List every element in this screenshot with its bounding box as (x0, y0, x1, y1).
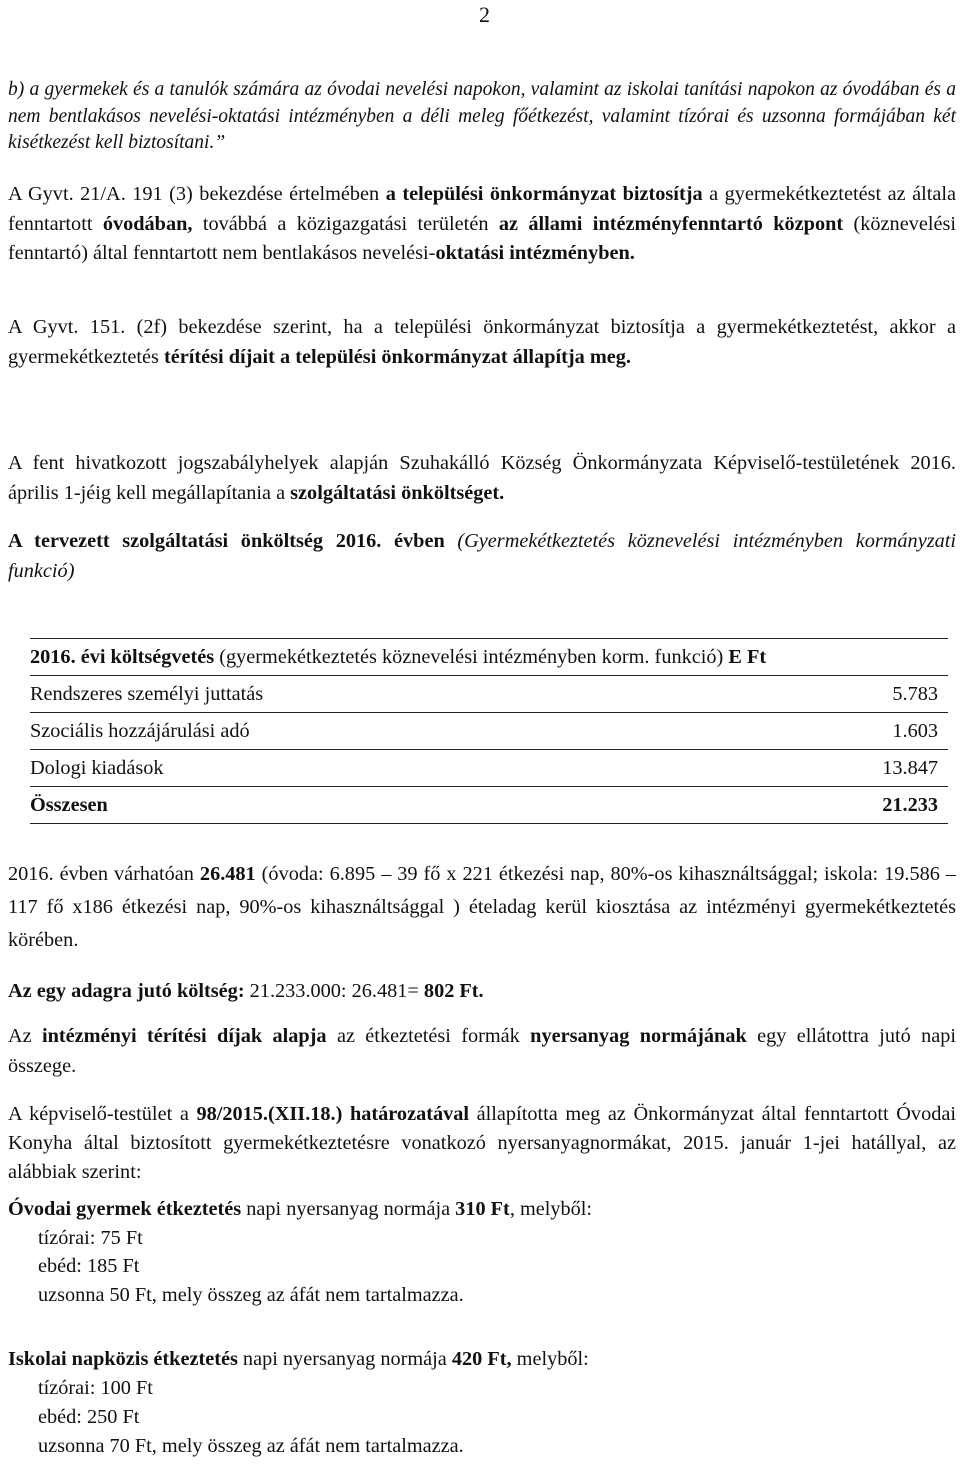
paragraph-deadline: A fent hivatkozott jogszabályhelyek alapján Szuhakálló Község Önkormányzata Képviselő-testületének 2016. április 1-jéig kell megállapítania a szolgáltatási önköltséget. (8, 452, 956, 504)
school-norm-block (8, 1345, 956, 1461)
paragraph-gyvt-151: A Gyvt. 151. (2f) bekezdése szerint, ha a települési önkormányzat biztosítja a gyermekétkeztetést, akkor a gyermekétkeztetés térítési díjait a települési önkormányzat állapítja meg. (8, 316, 956, 368)
section-heading: A tervezett szolgáltatási önköltség 2016. évben (Gyermekétkeztetés köznevelési intézményben kormányzati funkció) (8, 530, 956, 582)
row-value: 5.783 (798, 676, 948, 713)
page-number: 2 (479, 2, 490, 27)
school-norm-title: Iskolai napközis étkeztetés napi nyersanyag normája 420 Ft, melyből: (8, 1348, 589, 1370)
table-row (30, 713, 948, 750)
paragraph-forecast: 2016. évben várhatóan 26.481 (óvoda: 6.895 – 39 fő x 221 étkezési nap, 80%-os kihasználtsággal; iskola: 19.586 – 117 fő x186 étkezési nap, 90%-os kihasználtsággal ) ételadag kerül kiosztása az intézményi gyermekétkeztetés körében. (8, 863, 956, 951)
row-value: 13.847 (798, 750, 948, 787)
paragraph-fee-basis: Az intézményi térítési díjak alapja az étkeztetési formák nyersanyag normájának egy ellátottra jutó napi összege. (8, 1025, 957, 1077)
row-value: 1.603 (798, 713, 948, 750)
table-row (30, 750, 948, 787)
kindergarten-norm-title: Óvodai gyermek étkeztetés napi nyersanyag normája 310 Ft, melyből: (8, 1198, 593, 1220)
list-item: tízórai: 100 Ft (38, 1377, 153, 1399)
budget-header: 2016. évi költségvetés (gyermekétkeztetés köznevelési intézményben korm. funkció) E Ft (30, 639, 948, 676)
row-label: Dologi kiadások (30, 750, 798, 787)
table-total-row (30, 787, 948, 824)
paragraph-gyvt-21a: A Gyvt. 21/A. 191 (3) bekezdése értelmében a települési önkormányzat biztosítja a gyermekétkeztetést az általa fenntartott óvodában, továbbá a közigazgatási területén az állami intézményfenntartó központ (köznevelési fenntartó) által fenntartott nem bentlakásos nevelési-oktatási intézményben. (8, 183, 957, 264)
budget-table (30, 638, 948, 824)
paragraph-decision: A képviselő-testület a 98/2015.(XII.18.) határozatával állapította meg az Önkormányzat által fenntartott Óvodai Konyha által biztosított gyermekétkeztetésre vonatkozó nyersanyagnormákat, 2015. január 1-jei hatállyal, az alábbiak szerint: (8, 1103, 956, 1183)
row-label: Szociális hozzájárulási adó (30, 713, 798, 750)
budget-header-row (30, 639, 948, 676)
paragraph-unit-cost: Az egy adagra jutó költség: 21.233.000: 26.481= 802 Ft. (8, 980, 484, 1002)
row-label: Rendszeres személyi juttatás (30, 676, 798, 713)
list-item: ebéd: 250 Ft (38, 1406, 140, 1428)
list-item: uzsonna 70 Ft, mely összeg az áfát nem tartalmazza. (38, 1435, 464, 1457)
total-value: 21.233 (798, 787, 948, 824)
quoted-legal-text: b) a gyermekek és a tanulók számára az óvodai nevelési napokon, valamint az iskolai tanítási napokon az óvodában és a nem bentlakásos nevelési-oktatási intézményben a déli meleg főétkezést, valamint tízórai és uzsonna formájában két kisétkezést kell biztosítani.” (8, 79, 956, 153)
table-row (30, 676, 948, 713)
kindergarten-norm-block (8, 1195, 956, 1309)
total-label: Összesen (30, 787, 798, 824)
list-item: ebéd: 185 Ft (38, 1255, 140, 1277)
list-item: tízórai: 75 Ft (38, 1226, 143, 1249)
list-item: uzsonna 50 Ft, mely összeg az áfát nem tartalmazza. (38, 1283, 464, 1306)
